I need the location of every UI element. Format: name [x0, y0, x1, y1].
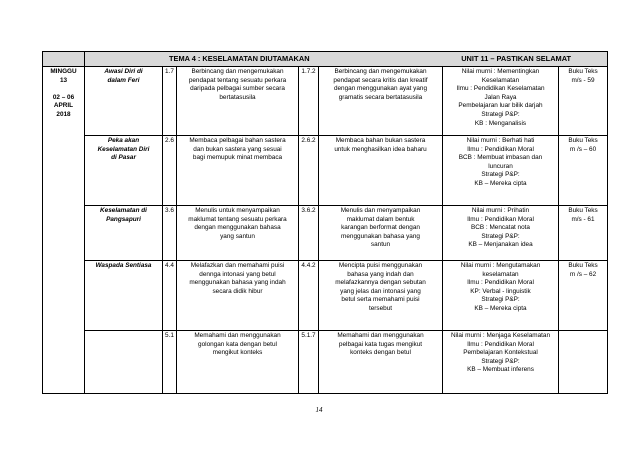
text-line: keselamatan — [482, 270, 519, 278]
text-line: Pangsapuri — [106, 215, 141, 223]
text-line: bertatasusila — [219, 93, 256, 101]
topic-cell — [85, 67, 163, 136]
text-line: golongan kata dengan betul — [198, 340, 277, 348]
learning-standard-text — [319, 206, 443, 261]
text-line: Memahami dan menggunakan — [194, 332, 281, 339]
content-standard-text — [177, 67, 299, 136]
text-line: BCB : Mencatat nota — [471, 224, 530, 232]
theme-header-cell — [85, 52, 608, 67]
text-line: secara didik hibur — [212, 287, 263, 295]
text-line: daripada pelbagai sumber secara — [190, 85, 285, 93]
text-line: Melafazkan dan memahami puisi — [190, 262, 285, 269]
text-line: Strategi P&P: — [481, 357, 520, 365]
text-line: Nilai murni : Menjaga Keselamatan — [450, 332, 551, 339]
text-line: konteks dengan betul — [350, 349, 411, 357]
text-line: dan bukan sastera yang sesuai — [193, 145, 282, 153]
header-blank-cell — [43, 52, 85, 67]
text-line: yang santun — [220, 232, 255, 240]
standard-code: 4.4 — [163, 261, 177, 331]
text-line: KB – Mereka cipta — [474, 179, 527, 187]
standard-code: 1.7 — [163, 67, 177, 136]
text-line: Buku Teks — [568, 262, 598, 269]
text-line: Menulis dan menyampaikan — [340, 207, 421, 214]
table-row — [43, 261, 608, 331]
text-line: Berbincang dan mengemukakan — [191, 68, 284, 75]
textbook-reference — [559, 67, 608, 136]
text-line: Keselamatan Diri — [97, 145, 150, 153]
text-line: Buku Teks — [568, 207, 598, 214]
text-line: KB – Mereka cipta — [474, 304, 527, 312]
text-line: pelbagai kata tugas mengikut — [338, 340, 423, 348]
values-cell — [443, 331, 559, 394]
theme-title: TEMA 4 : KESELAMATAN DIUTAMAKAN — [169, 53, 310, 63]
text-line: di Pasar — [111, 154, 136, 162]
text-line: Memahami dan menggunakan — [337, 332, 424, 339]
text-line: bahasa yang indah dan — [347, 270, 414, 278]
learning-standard-code: 3.6.2 — [299, 206, 319, 261]
text-line: m /s – 62 — [569, 270, 597, 278]
text-line: Peka akan — [107, 137, 140, 144]
learning-standard-code: 1.7.2 — [299, 67, 319, 136]
text-line: bagi memupuk minat membaca — [192, 154, 283, 162]
text-line: Strategi P&P: — [481, 232, 520, 240]
learning-standard-code: 2.6.2 — [299, 136, 319, 206]
standard-code: 2.6 — [163, 136, 177, 206]
text-line: KB – Menjanakan idea — [468, 241, 533, 249]
text-line: Buku Teks — [568, 68, 598, 75]
text-line: dalam Feri — [107, 76, 140, 84]
learning-standard-text — [319, 261, 443, 331]
week-month: APRIL — [53, 102, 74, 110]
text-line: Buku Teks — [568, 137, 598, 144]
text-line: maklumat dalam bentuk — [346, 215, 415, 223]
text-line: Strategi P&P: — [481, 296, 520, 304]
text-line: Waspada Sentiasa — [95, 262, 152, 269]
text-line: yang jelas dan intonasi yang — [340, 287, 421, 295]
table-row — [43, 206, 608, 261]
text-line: untuk menghasilkan idea baharu — [334, 145, 427, 153]
text-line: Strategi P&P: — [481, 171, 520, 179]
table-row — [43, 331, 608, 394]
week-number: 13 — [59, 76, 68, 84]
text-line: Membaca pelbagai bahan sastera — [189, 137, 286, 144]
text-line: dengan menggunakan ayat yang — [333, 85, 428, 93]
text-line: Ilmu : Pendidikan Moral — [467, 340, 534, 348]
text-line: Pembelajaran Kontekstual — [463, 349, 538, 357]
table-row — [43, 136, 608, 206]
text-line: tersebut — [368, 304, 393, 312]
text-line: dengan menggunakan bahasa — [194, 224, 281, 232]
learning-standard-code: 5.1.7 — [299, 331, 319, 394]
text-line: maklumat tentang sesuatu perkara — [188, 215, 287, 223]
topic-cell — [85, 136, 163, 206]
text-line: Ilmu : Pendidikan Keselamatan — [456, 85, 545, 93]
text-line: BCB : Membuat imbasan dan — [458, 154, 543, 162]
text-line: Nilai murni : Mengutamakan — [460, 262, 541, 269]
text-line: KP: Verbal - linguistik — [470, 287, 531, 295]
learning-standard-code: 4.4.2 — [299, 261, 319, 331]
text-line: Ilmu : Pendidikan Moral — [467, 145, 534, 153]
table-header-row — [43, 52, 608, 67]
topic-cell — [85, 331, 163, 394]
standard-code: 3.6 — [163, 206, 177, 261]
text-line: Keselamatan di — [100, 207, 147, 214]
topic-cell — [85, 206, 163, 261]
unit-title: UNIT 11 – PASTIKAN SELAMAT — [461, 53, 571, 63]
textbook-reference — [559, 331, 608, 394]
lesson-plan-table — [42, 51, 608, 394]
text-line: Strategi P&P: — [481, 110, 520, 118]
text-line: santun — [370, 241, 391, 249]
values-cell — [443, 136, 559, 206]
week-label: MINGGU — [50, 68, 77, 75]
content-standard-text — [177, 136, 299, 206]
values-cell — [443, 67, 559, 136]
text-line: Ilmu : Pendidikan Moral — [467, 279, 534, 287]
textbook-reference — [559, 136, 608, 206]
text-line: Berbincang dan mengemukakan — [334, 68, 427, 75]
topic-cell — [85, 261, 163, 331]
text-line: melafazkannya dengan sebutan — [335, 279, 426, 287]
textbook-reference — [559, 206, 608, 261]
text-line: Keselamatan — [481, 76, 520, 84]
text-line: Awasi Diri di — [104, 68, 143, 75]
week-dates: 02 – 06 — [52, 93, 75, 101]
text-line: luncuran — [488, 162, 513, 170]
text-line: m/s - 61 — [571, 215, 595, 223]
learning-standard-text — [319, 331, 443, 394]
week-cell — [43, 67, 85, 394]
week-spacer — [45, 85, 82, 94]
text-line: Nilai murni : Mementingkan — [461, 68, 540, 75]
text-line: karangan berformat dengan — [341, 224, 420, 232]
text-line: pendapat secara kritis dan kreatif — [333, 76, 428, 84]
page-number: 14 — [315, 406, 323, 414]
content-standard-text — [177, 206, 299, 261]
text-line: Nilai murni : Berhati hati — [466, 137, 535, 144]
content-standard-text — [177, 331, 299, 394]
text-line: pendapat tentang sesuatu perkara — [188, 76, 287, 84]
text-line: Ilmu : Pendidikan Moral — [467, 215, 534, 223]
learning-standard-text — [319, 67, 443, 136]
values-cell — [443, 206, 559, 261]
text-line: Nilai murni : Prihatin — [471, 207, 530, 214]
text-line: Mencipta puisi menggunakan — [338, 262, 423, 269]
text-line: Jalan Raya — [484, 93, 517, 101]
text-line: m/s - 59 — [571, 76, 595, 84]
week-year: 2018 — [56, 110, 71, 118]
standard-code: 5.1 — [163, 331, 177, 394]
text-line: dennga intonasi yang betul — [199, 270, 276, 278]
text-line: gramatis secara bertatasusila — [338, 93, 423, 101]
table-row — [43, 67, 608, 136]
text-line: m /s – 60 — [569, 145, 597, 153]
text-line: KB – Membuat inferens — [467, 366, 534, 374]
text-line: Membaca bahan bukan sastera — [335, 137, 426, 144]
text-line: menggunakan bahasa yang — [341, 232, 420, 240]
textbook-reference — [559, 261, 608, 331]
text-line: menggunakan bahasa yang indah — [189, 279, 286, 287]
text-line: KB : Menganalisis — [474, 119, 527, 127]
text-line: mengikut konteks — [212, 349, 263, 357]
content-standard-text — [177, 261, 299, 331]
text-line: Pembelajaran luar bilik darjah — [458, 102, 543, 110]
text-line: Menulis untuk menyampaikan — [195, 207, 280, 214]
text-line: betul serta memahami puisi — [341, 296, 420, 304]
values-cell — [443, 261, 559, 331]
learning-standard-text — [319, 136, 443, 206]
